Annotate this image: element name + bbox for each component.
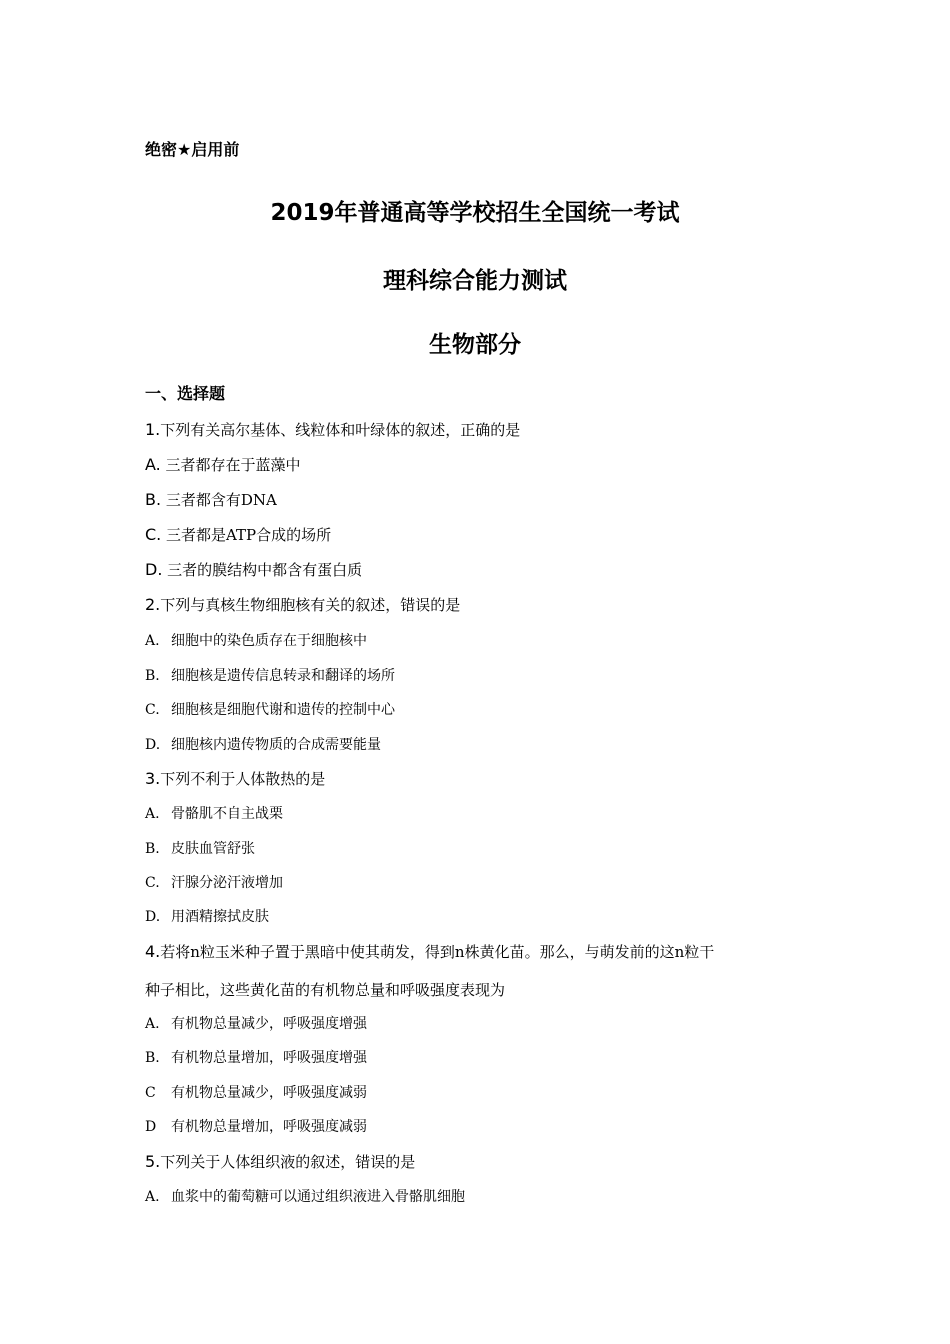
question-1-option-b (145, 490, 277, 510)
question-2-option-c (145, 700, 395, 720)
option-text: 三者都是ATP合成的场所 (161, 526, 332, 544)
question-4-option-b (145, 1048, 367, 1068)
question-number: 2. (145, 595, 161, 614)
question-number: 1. (145, 420, 161, 439)
question-3 (145, 769, 325, 789)
question-4-stem-line-2: 种子相比，这些黄化苗的有机物总量和呼吸强度表现为 (145, 981, 506, 999)
exam-subtitle: 理科综合能力测试 (383, 268, 567, 294)
question-2 (145, 595, 460, 615)
option-text: 有机物总量增加，呼吸强度减弱 (171, 1119, 367, 1135)
question-stem: 下列与真核生物细胞核有关的叙述，错误的是 (160, 596, 461, 614)
option-letter: A. (145, 633, 160, 649)
option-letter: D (145, 1119, 157, 1135)
option-text: 三者都存在于蓝藻中 (160, 456, 301, 474)
question-4 (145, 942, 714, 962)
section-heading: 一、选择题 (145, 384, 226, 403)
question-stem: 下列有关高尔基体、线粒体和叶绿体的叙述，正确的是 (160, 421, 521, 439)
option-letter: A. (145, 1189, 160, 1205)
question-stem: 下列不利于人体散热的是 (160, 770, 326, 788)
option-letter: B. (145, 1050, 160, 1066)
exam-part-title: 生物部分 (429, 332, 521, 358)
option-letter: D. (145, 737, 161, 753)
option-letter: C. (145, 702, 160, 718)
question-number: 5. (145, 1152, 161, 1171)
option-letter: A. (145, 806, 160, 822)
question-number: 3. (145, 769, 161, 788)
question-3-option-a (145, 804, 283, 824)
question-3-option-d (145, 907, 269, 927)
question-1-option-d (145, 560, 362, 580)
option-letter: B. (145, 668, 160, 684)
question-stem-line-1: 若将n粒玉米种子置于黑暗中使其萌发，得到n株黄化苗。那么，与萌发前的这n粒干 (160, 943, 715, 961)
option-letter: C (145, 1085, 156, 1101)
option-text: 有机物总量减少，呼吸强度增强 (171, 1016, 367, 1032)
question-1 (145, 420, 520, 440)
question-number: 4. (145, 942, 161, 961)
option-letter: A. (145, 455, 161, 474)
question-2-option-a (145, 631, 367, 651)
option-text: 有机物总量增加，呼吸强度增强 (171, 1050, 367, 1066)
question-4-option-c (145, 1083, 367, 1103)
option-letter: C. (145, 525, 162, 544)
question-5 (145, 1152, 415, 1172)
option-text: 细胞中的染色质存在于细胞核中 (171, 633, 367, 649)
option-text: 细胞核是遗传信息转录和翻译的场所 (171, 668, 395, 684)
question-1-option-a (145, 455, 301, 475)
question-3-option-c (145, 873, 283, 893)
option-text: 细胞核是细胞代谢和遗传的控制中心 (171, 702, 395, 718)
option-text: 三者的膜结构中都含有蛋白质 (162, 561, 363, 579)
question-2-option-b (145, 666, 395, 686)
option-text: 血浆中的葡萄糖可以通过组织液进入骨骼肌细胞 (171, 1189, 465, 1205)
option-letter: A. (145, 1016, 160, 1032)
option-text: 骨骼肌不自主战栗 (171, 806, 283, 822)
option-text: 皮肤血管舒张 (171, 841, 255, 857)
confidential-label: 绝密★启用前 (145, 140, 240, 159)
option-letter: D. (145, 909, 161, 925)
option-text: 细胞核内遗传物质的合成需要能量 (171, 737, 381, 753)
question-stem: 下列关于人体组织液的叙述，错误的是 (160, 1153, 416, 1171)
exam-title: 2019年普通高等学校招生全国统一考试 (270, 200, 680, 226)
question-1-option-c (145, 525, 331, 545)
option-letter: D. (145, 560, 163, 579)
option-letter: B. (145, 490, 162, 509)
question-5-option-a (145, 1187, 465, 1207)
option-letter: C. (145, 875, 160, 891)
question-2-option-d (145, 735, 381, 755)
option-text: 用酒精擦拭皮肤 (171, 909, 269, 925)
question-3-option-b (145, 839, 255, 859)
question-4-option-a (145, 1014, 367, 1034)
option-text: 有机物总量减少，呼吸强度减弱 (171, 1085, 367, 1101)
option-text: 三者都含有DNA (161, 491, 277, 509)
question-4-option-d (145, 1117, 367, 1137)
option-letter: B. (145, 841, 160, 857)
option-text: 汗腺分泌汗液增加 (171, 875, 283, 891)
